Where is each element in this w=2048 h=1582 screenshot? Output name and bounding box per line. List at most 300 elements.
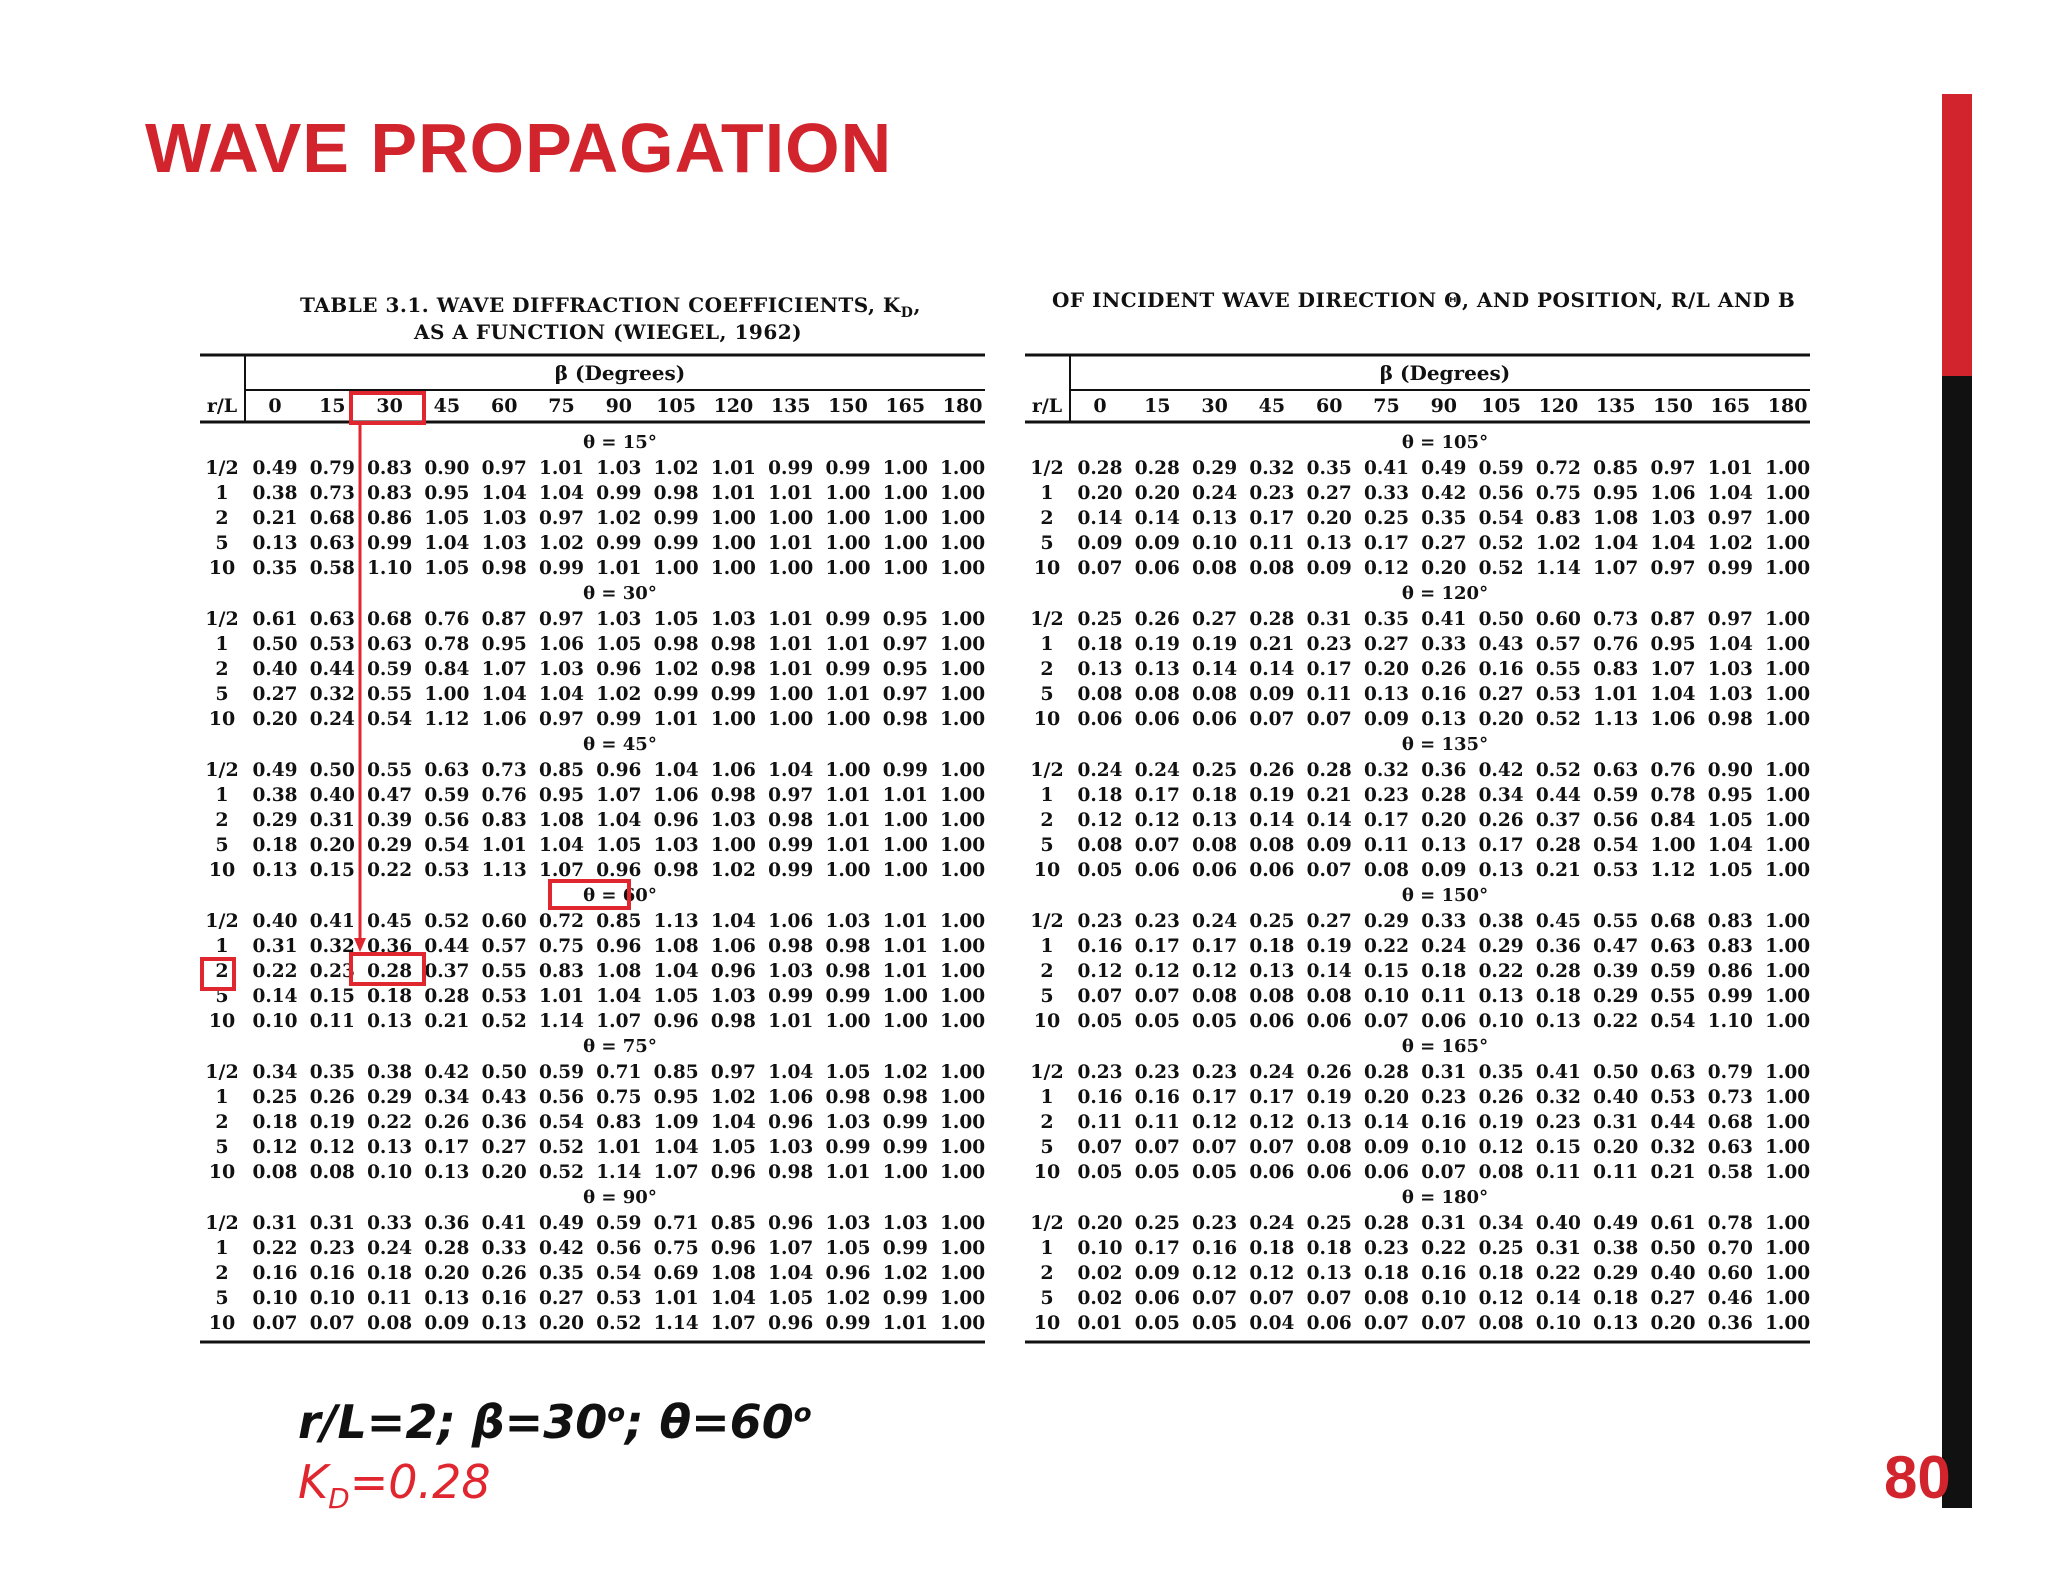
left-table-cell: 0.38 [367,1062,413,1083]
left-table-cell: 1.02 [710,1087,756,1108]
right-table-cell: 0.23 [1249,483,1295,504]
right-table-cell: 0.56 [1593,810,1639,831]
right-table-cell: 0.07 [1134,1137,1180,1158]
right-table-cell: 0.35 [1363,609,1410,630]
right-table-cell: 0.31 [1306,609,1352,630]
left-table-cell: 1.00 [940,860,986,881]
right-table-cell: 0.31 [1535,1238,1581,1259]
right-table-cell: 0.06 [1077,709,1123,730]
right-table-rl-value: 1/2 [1030,910,1064,932]
right-table-rl-header: r/L [1031,395,1063,417]
right-table-cell: 1.00 [1765,1288,1811,1309]
left-table-cell: 0.19 [309,1112,355,1133]
right-table-cell: 0.06 [1363,1162,1410,1183]
right-table-cell: 0.68 [1707,1112,1753,1133]
right-table-cell: 0.11 [1421,986,1467,1007]
left-table-rl-value: 5 [215,683,229,705]
right-table-cell: 0.15 [1363,961,1410,982]
left-table-cell: 0.23 [309,1238,355,1259]
left-table-cell: 1.03 [538,659,585,680]
left-table-cell: 0.16 [252,1263,298,1284]
right-table-cell: 0.07 [1192,1288,1238,1309]
right-table-rl-value: 1/2 [1030,759,1064,781]
left-table-cell: 1.02 [882,1263,928,1284]
right-table-theta-label: θ = 180° [1401,1187,1489,1208]
right-table-cell: 0.18 [1421,961,1467,982]
left-table-cell: 1.07 [653,1162,699,1183]
left-table-cell: 1.00 [825,508,871,529]
left-table-cell: 0.68 [309,508,355,529]
left-table-cell: 0.99 [825,986,871,1007]
right-table-cell: 0.27 [1363,634,1410,655]
left-table-cell: 0.21 [424,1011,470,1032]
right-table-theta-label: θ = 165° [1401,1036,1489,1057]
right-table-rl-value: 1 [1040,633,1054,655]
left-table-cell: 0.95 [882,659,928,680]
right-table-cell: 1.01 [1707,458,1753,479]
right-table-cell: 0.20 [1478,709,1524,730]
right-table-cell: 0.25 [1134,1213,1180,1234]
left-table-cell: 1.04 [710,1288,756,1309]
right-table-cell: 0.40 [1593,1087,1639,1108]
left-table-cell: 0.40 [252,659,298,680]
left-table-cell: 1.00 [710,533,756,554]
left-table-cell: 1.00 [424,684,470,705]
right-table-cell: 0.09 [1306,558,1352,579]
right-table-cell: 0.25 [1077,609,1123,630]
left-table-cell: 1.01 [768,533,814,554]
right-table-cell: 0.15 [1535,1137,1581,1158]
left-table-cell: 0.99 [825,458,871,479]
right-table-cell: 0.11 [1077,1112,1123,1133]
left-table-cell: 0.96 [710,1238,756,1259]
right-table-cell: 0.20 [1077,483,1123,504]
left-table-cell: 0.96 [768,1112,814,1133]
right-table-cell: 0.73 [1593,609,1639,630]
left-table-cell: 0.25 [252,1087,298,1108]
right-table-cell: 0.28 [1306,760,1352,781]
right-table-cell: 0.54 [1650,1011,1696,1032]
right-table-cell: 0.14 [1535,1288,1581,1309]
right-table-cell: 0.41 [1535,1062,1581,1083]
right-table-cell: 0.13 [1306,1112,1352,1133]
right-table-cell: 0.13 [1192,508,1238,529]
right-table-cell: 1.00 [1765,659,1811,680]
left-table-cell: 0.75 [596,1087,642,1108]
left-table-cell: 0.10 [367,1162,413,1183]
left-table-cell: 1.07 [538,860,585,881]
right-table-cell: 0.19 [1192,634,1238,655]
right-table-cell: 0.35 [1306,458,1352,479]
left-table-cell: 0.16 [481,1288,527,1309]
right-table-cell: 0.55 [1650,986,1696,1007]
left-table-cell: 0.07 [252,1313,298,1334]
right-table-cell: 0.12 [1134,810,1180,831]
right-table-theta-label: θ = 120° [1401,583,1489,604]
left-table-cell: 1.06 [710,936,756,957]
left-table-cell: 0.08 [309,1162,355,1183]
right-table-cell: 1.00 [1765,911,1811,932]
left-table-cell: 0.33 [367,1213,413,1234]
right-table-beta-label-150: 150 [1653,395,1693,417]
right-table-cell: 0.76 [1593,634,1639,655]
right-table-cell: 0.38 [1478,911,1524,932]
left-table-cell: 0.11 [367,1288,413,1309]
left-table-cell: 0.75 [538,936,585,957]
right-table-cell: 1.02 [1707,533,1753,554]
left-table-cell: 1.07 [481,659,527,680]
right-table-beta-header: β (Degrees) [1379,361,1511,385]
table-heading-right: OF INCIDENT WAVE DIRECTION Θ, AND POSITION, R/L AND Β [1052,288,1796,312]
right-table-cell: 0.14 [1192,659,1238,680]
right-table-cell: 0.95 [1707,785,1753,806]
left-table-cell: 1.01 [882,961,928,982]
left-table-beta-label-60: 60 [490,395,518,417]
left-table-rl-value: 5 [215,1287,229,1309]
left-table-cell: 1.01 [596,558,642,579]
right-table-rl-value: 1/2 [1030,457,1064,479]
left-table-cell: 0.10 [309,1288,355,1309]
right-table-cell: 1.00 [1765,1313,1811,1334]
right-table-cell: 1.14 [1535,558,1581,579]
right-table-cell: 0.07 [1077,986,1123,1007]
right-table-cell: 0.06 [1421,1011,1467,1032]
right-table-cell: 0.10 [1421,1137,1467,1158]
right-table-cell: 0.26 [1421,659,1467,680]
left-table-rl-value: 2 [215,1111,229,1133]
left-table-cell: 0.49 [252,760,298,781]
right-table-cell: 0.09 [1363,1137,1410,1158]
right-table-cell: 0.27 [1421,533,1467,554]
left-table-beta-label-135: 135 [770,395,811,417]
left-table-rl-value: 2 [215,658,229,680]
right-table-cell: 0.52 [1535,709,1581,730]
left-table-cell: 0.68 [367,609,413,630]
right-table-cell: 0.23 [1077,911,1123,932]
left-table-cell: 0.99 [768,860,814,881]
right-table-cell: 0.17 [1134,936,1180,957]
right-table-cell: 0.11 [1535,1162,1581,1183]
right-table-cell: 0.28 [1249,609,1295,630]
left-table-cell: 1.00 [940,1263,986,1284]
right-table-cell: 0.09 [1077,533,1123,554]
right-table-cell: 0.49 [1421,458,1467,479]
left-table-cell: 1.00 [653,558,699,579]
left-table-cell: 0.96 [596,936,642,957]
left-table-cell: 1.04 [768,1062,814,1083]
right-table-cell: 0.25 [1306,1213,1352,1234]
left-table-cell: 1.02 [538,533,585,554]
left-table-cell: 1.04 [653,760,699,781]
right-table-cell: 1.00 [1765,760,1811,781]
right-table-cell: 0.59 [1593,785,1639,806]
left-table-cell: 0.20 [424,1263,470,1284]
right-table-cell: 0.76 [1650,760,1696,781]
left-table-cell: 0.96 [653,1011,699,1032]
right-table-cell: 0.18 [1249,936,1295,957]
left-table-cell: 0.99 [882,760,928,781]
left-table-cell: 0.97 [768,785,814,806]
right-table-cell: 0.12 [1249,1112,1295,1133]
left-table-cell: 1.01 [768,659,814,680]
right-table-rl-value: 10 [1033,708,1061,730]
right-table-cell: 0.12 [1363,558,1410,579]
left-table-cell: 0.99 [825,1313,871,1334]
right-table-cell: 0.33 [1421,634,1467,655]
left-table-cell: 0.99 [710,684,756,705]
left-table-cell: 1.00 [882,508,928,529]
right-table-beta-label-90: 90 [1430,395,1458,417]
left-table-cell: 0.98 [768,936,814,957]
right-table-cell: 0.23 [1077,1062,1123,1083]
left-table-cell: 0.14 [252,986,298,1007]
right-table-cell: 0.10 [1192,533,1238,554]
left-table-cell: 1.01 [882,1313,928,1334]
left-table-cell: 1.01 [825,1162,871,1183]
left-table-cell: 1.04 [596,986,642,1007]
left-table-cell: 1.06 [538,634,585,655]
right-table-cell: 0.08 [1192,684,1238,705]
left-table-theta-label: θ = 30° [583,583,657,604]
right-table-cell: 0.08 [1478,1162,1524,1183]
right-table-cell: 1.04 [1593,533,1639,554]
right-table-cell: 0.18 [1306,1238,1352,1259]
right-table-cell: 0.02 [1077,1288,1123,1309]
left-table-cell: 0.85 [653,1062,699,1083]
right-table-cell: 0.23 [1134,911,1180,932]
right-table-cell: 0.13 [1421,709,1467,730]
left-table-cell: 1.00 [825,860,871,881]
left-table-cell: 1.00 [882,1162,928,1183]
right-table-cell: 1.00 [1765,1112,1811,1133]
left-table-cell: 1.04 [481,684,527,705]
left-table-cell: 0.22 [252,961,298,982]
right-table-cell: 0.09 [1134,533,1180,554]
right-table-cell: 0.07 [1134,835,1180,856]
left-table-cell: 1.01 [538,986,585,1007]
right-table-cell: 0.08 [1306,986,1352,1007]
right-table-cell: 0.84 [1650,810,1696,831]
right-table-cell: 0.05 [1134,1313,1180,1334]
right-table-cell: 0.12 [1192,1112,1238,1133]
right-table-cell: 0.13 [1077,659,1123,680]
right-table-cell: 0.55 [1593,911,1639,932]
left-table-cell: 0.59 [424,785,470,806]
right-table-cell: 0.08 [1192,558,1238,579]
left-table-cell: 0.31 [309,810,355,831]
right-table-cell: 0.19 [1134,634,1180,655]
right-table-cell: 0.54 [1593,835,1639,856]
left-table-cell: 1.06 [768,1087,814,1108]
right-table-beta-label-0: 0 [1093,395,1107,417]
right-table-rl-value: 2 [1040,809,1054,831]
left-table-cell: 0.63 [424,760,470,781]
right-table-beta-label-120: 120 [1538,395,1579,417]
left-table-cell: 1.02 [710,860,756,881]
left-table-cell: 1.14 [538,1011,585,1032]
left-table-cell: 0.10 [252,1288,298,1309]
left-table-cell: 1.06 [481,709,527,730]
right-table-cell: 0.98 [1707,709,1753,730]
left-table-cell: 0.53 [309,634,355,655]
right-table-cell: 0.07 [1249,1137,1295,1158]
left-table-cell: 1.00 [825,1011,871,1032]
left-table-cell: 1.03 [653,835,699,856]
left-table-cell: 1.00 [882,483,928,504]
left-table-cell: 0.95 [481,634,527,655]
left-table-cell: 1.00 [882,458,928,479]
left-table-cell: 0.35 [309,1062,355,1083]
left-table-cell: 0.83 [367,458,413,479]
right-table-cell: 0.23 [1535,1112,1581,1133]
right-table-rl-value: 10 [1033,557,1061,579]
right-table-beta-label-180: 180 [1767,395,1808,417]
left-table-beta-label-75: 75 [548,395,575,417]
right-table-cell: 0.05 [1077,860,1123,881]
right-table-cell: 0.16 [1192,1238,1238,1259]
left-table-cell: 1.08 [710,1263,756,1284]
right-table-cell: 0.21 [1249,634,1295,655]
left-table-cell: 1.01 [882,911,928,932]
right-table-cell: 0.17 [1249,508,1295,529]
right-table-cell: 0.17 [1249,1087,1295,1108]
right-table-cell: 1.00 [1765,709,1811,730]
right-table-cell: 0.39 [1593,961,1639,982]
left-table-cell: 0.63 [367,634,413,655]
right-table-cell: 0.85 [1593,458,1639,479]
right-table-cell: 0.75 [1535,483,1581,504]
right-table-cell: 0.14 [1363,1112,1410,1133]
left-table-rl-value: 5 [215,985,229,1007]
left-table-cell: 0.85 [596,911,642,932]
right-table-cell: 0.05 [1134,1011,1180,1032]
left-table-cell: 0.29 [252,810,298,831]
left-table-cell: 1.00 [940,508,986,529]
right-table-cell: 0.07 [1421,1313,1467,1334]
right-table-cell: 0.12 [1192,1263,1238,1284]
left-table-cell: 0.52 [538,1162,585,1183]
left-table-cell: 0.11 [309,1011,355,1032]
right-table-cell: 0.52 [1478,533,1524,554]
left-table-rl-value: 10 [208,557,236,579]
right-table-cell: 0.28 [1134,458,1180,479]
right-table-cell: 0.35 [1478,1062,1524,1083]
right-table-cell: 1.00 [1765,785,1811,806]
right-table-cell: 0.63 [1650,1062,1696,1083]
right-table-cell: 0.14 [1306,961,1352,982]
right-table-cell: 0.28 [1077,458,1123,479]
right-table-cell: 0.23 [1421,1087,1467,1108]
left-table-cell: 1.01 [882,936,928,957]
right-table-cell: 0.29 [1593,1263,1639,1284]
right-table-cell: 1.01 [1593,684,1639,705]
right-table-cell: 0.12 [1249,1263,1295,1284]
right-table-cell: 0.53 [1535,684,1581,705]
right-table-cell: 0.17 [1134,785,1180,806]
left-table-cell: 1.03 [596,609,642,630]
left-table-cell: 0.12 [309,1137,355,1158]
right-table-cell: 0.23 [1192,1062,1238,1083]
right-table-cell: 0.07 [1134,986,1180,1007]
left-table-cell: 0.99 [882,1137,928,1158]
right-table-cell: 0.44 [1535,785,1581,806]
left-table-cell: 0.61 [252,609,298,630]
right-table-cell: 0.17 [1363,810,1410,831]
highlight-rl-2 [200,957,236,991]
right-table-cell: 0.08 [1363,860,1410,881]
left-table-cell: 0.26 [481,1263,527,1284]
left-table-cell: 0.18 [367,1263,413,1284]
left-table-cell: 0.99 [882,1238,928,1259]
left-table-cell: 1.08 [596,961,642,982]
left-table-cell: 1.03 [882,1213,928,1234]
left-table-beta-label-120: 120 [713,395,754,417]
right-table-cell: 0.72 [1535,458,1581,479]
left-table-rl-value: 5 [215,1136,229,1158]
left-table-cell: 1.00 [768,558,814,579]
right-table-cell: 0.31 [1421,1062,1467,1083]
right-table-cell: 0.41 [1363,458,1410,479]
right-table-cell: 0.53 [1593,860,1639,881]
right-table-cell: 0.22 [1421,1238,1467,1259]
left-table-cell: 1.00 [940,483,986,504]
left-table-cell: 1.00 [768,508,814,529]
left-table-cell: 0.36 [481,1112,527,1133]
left-table-cell: 0.35 [252,558,298,579]
left-table-cell: 1.01 [768,483,814,504]
left-table-cell: 1.07 [768,1238,814,1259]
left-table-cell: 0.83 [538,961,585,982]
right-table-rl-value: 5 [1040,1136,1054,1158]
left-table-cell: 1.00 [940,533,986,554]
left-table-cell: 0.15 [309,986,355,1007]
left-table-rl-value: 2 [215,809,229,831]
right-table-cell: 0.13 [1249,961,1295,982]
left-table-cell: 0.59 [367,659,413,680]
left-table-cell: 1.04 [538,483,585,504]
left-table-rl-value: 1 [215,1237,229,1259]
left-table-cell: 1.01 [653,1288,699,1309]
left-table-cell: 0.99 [882,1288,928,1309]
left-table-cell: 1.00 [710,709,756,730]
left-table-rl-value: 1/2 [205,608,239,630]
left-table-cell: 0.96 [768,1313,814,1334]
left-table-cell: 1.12 [424,709,470,730]
right-table-cell: 0.73 [1707,1087,1753,1108]
right-table-cell: 1.06 [1650,709,1696,730]
right-table-cell: 0.14 [1306,810,1352,831]
right-table-cell: 0.12 [1134,961,1180,982]
left-table-cell: 1.00 [940,558,986,579]
left-table-cell: 1.04 [710,911,756,932]
right-table-cell: 0.36 [1535,936,1581,957]
right-table-cell: 0.19 [1306,1087,1352,1108]
right-table-cell: 0.16 [1478,659,1524,680]
right-table-cell: 0.50 [1650,1238,1696,1259]
right-table-rl-value: 10 [1033,1010,1061,1032]
right-table-cell: 0.42 [1478,760,1524,781]
left-table-cell: 1.00 [710,558,756,579]
right-table-cell: 0.06 [1306,1011,1352,1032]
right-table-cell: 0.13 [1478,860,1524,881]
right-table-cell: 0.11 [1134,1112,1180,1133]
left-table-cell: 0.96 [825,1263,871,1284]
right-table-cell: 0.09 [1249,684,1295,705]
right-table-cell: 0.09 [1134,1263,1180,1284]
slide-title: WAVE PROPAGATION [145,109,893,187]
left-table-cell: 0.33 [481,1238,527,1259]
right-table-cell: 0.06 [1249,860,1295,881]
